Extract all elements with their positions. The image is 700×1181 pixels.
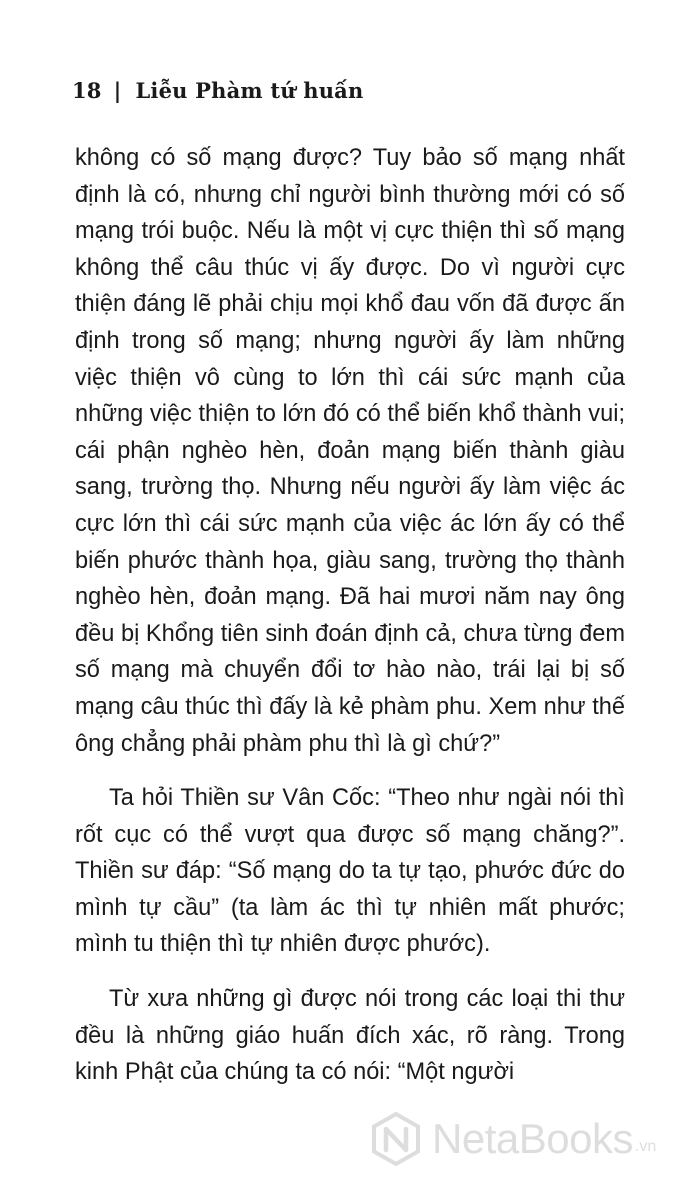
watermark-suffix: .vn (634, 1138, 657, 1155)
watermark (368, 1108, 688, 1170)
netabooks-logo-icon (368, 1111, 424, 1167)
paragraph-3: Từ xưa những gì được nói trong các loại thi thư đều là những giáo huấn đích xác, rõ ràng. Trong kinh Phật của chúng ta có nói: “Một người (75, 986, 625, 1086)
watermark-text: NetaBooks (432, 1115, 633, 1162)
page-body (75, 140, 625, 1091)
book-title: Liễu Phàm tứ huấn (135, 77, 364, 103)
header-separator: | (113, 77, 122, 103)
page-header (72, 74, 363, 106)
page-number: 18 (72, 77, 102, 103)
paragraph-2: Ta hỏi Thiền sư Vân Cốc: “Theo như ngài nói thì rốt cục có thể vượt qua được số mạng chăng?”. Thiền sư đáp: “Số mạng do ta tự tạo, phước đức do mình tự cầu” (ta làm ác thì tự nhiên mất phước; mình tu thiện thì tự nhiên được phước). (75, 785, 625, 958)
paragraph-1: không có số mạng được? Tuy bảo số mạng nhất định là có, nhưng chỉ người bình thường mới có số mạng trói buộc. Nếu là một vị cực thiện thì số mạng không thể câu thúc vị ấy được. Do vì người cực thiện đáng lẽ phải chịu mọi khổ đau vốn đã được ấn định trong số mạng; nhưng người ấy làm những việc thiện vô cùng to lớn thì cái sức mạnh của những việc thiện to lớn đó có thể biến khổ thành vui; cái phận nghèo hèn, đoản mạng biến thành giàu sang, trường thọ. Nhưng nếu người ấy làm việc ác cực lớn thì cái sức mạnh của việc ác lớn ấy có thể biến phước thành họa, giàu sang, trường thọ thành nghèo hèn, đoản mạng. Đã hai mươi năm nay ông đều bị Khổng tiên sinh đoán định cả, chưa từng đem số mạng mà chuyển đổi tơ hào nào, trái lại bị số mạng câu thúc thì đấy là kẻ phàm phu. Xem như thế ông chẳng phải phàm phu thì là gì chứ?” (75, 145, 625, 757)
